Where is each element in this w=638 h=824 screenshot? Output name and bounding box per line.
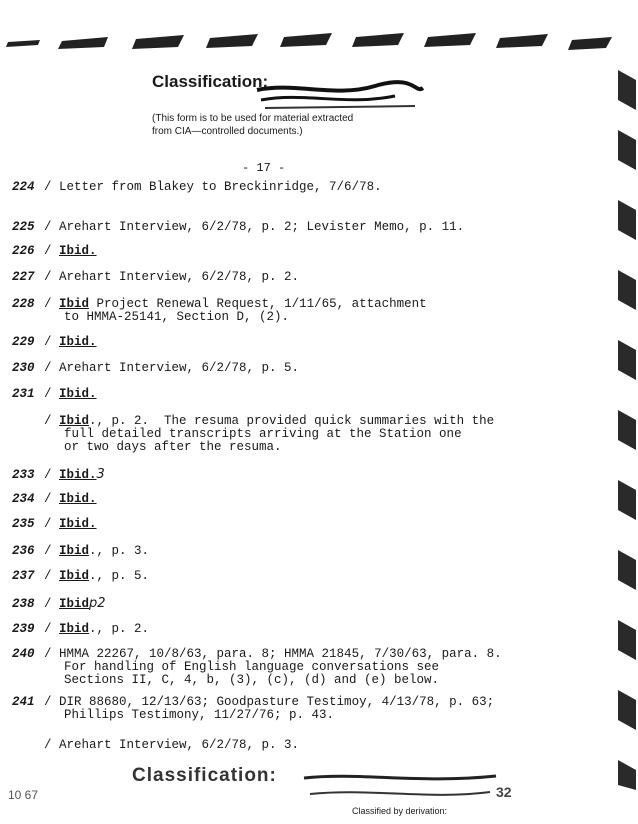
footnote-slash: / xyxy=(44,569,60,583)
footnote-ibid: Ibid. xyxy=(59,517,97,531)
footnote-continuation: full detailed transcripts arriving at the Station one xyxy=(64,427,462,441)
footnote-number: 234 xyxy=(12,492,35,506)
footnote-number: 228 xyxy=(12,297,35,311)
footnote-item xyxy=(12,597,106,611)
footnote-ibid: Ibid xyxy=(59,544,90,558)
footer-right-mark: 32 xyxy=(496,784,512,800)
footnote-slash: / xyxy=(44,220,60,234)
footnote-ibid: Ibid. xyxy=(59,492,97,506)
footnote-ibid: Ibid. xyxy=(59,387,97,401)
footnote-item xyxy=(12,623,149,636)
footnote-item xyxy=(12,415,494,454)
footnote-number: 239 xyxy=(12,622,35,636)
footnote-text: ., p. 2. xyxy=(89,622,150,636)
footnote-ibid: Ibid. xyxy=(59,335,97,349)
footnote-number: 240 xyxy=(12,647,35,661)
footnote-slash: / xyxy=(44,387,60,401)
footnote-number: 233 xyxy=(12,468,35,482)
redaction-scribble-header xyxy=(255,80,425,112)
footnote-number: 235 xyxy=(12,517,35,531)
footnote-ibid: Ibid. xyxy=(59,468,97,482)
footnote-continuation: For handling of English language conversations see xyxy=(64,660,440,674)
footnote-item xyxy=(12,570,149,583)
footnote-slash: / xyxy=(44,695,60,709)
footnote-slash: / xyxy=(44,647,60,661)
footnote-item xyxy=(12,336,97,349)
footnote-item xyxy=(12,245,97,258)
footer-left-mark: 10 67 xyxy=(8,788,39,802)
footnote-item xyxy=(12,468,105,482)
footnote-item xyxy=(12,271,299,284)
footnote-number: 231 xyxy=(12,387,35,401)
footnote-number: 227 xyxy=(12,270,35,284)
footnote-slash: / xyxy=(44,544,60,558)
footer-classification-label: Classification: xyxy=(132,765,277,786)
footnote-number: 230 xyxy=(12,361,35,375)
footnote-slash: / xyxy=(44,335,60,349)
right-edge-stripe xyxy=(610,70,638,790)
footnote-continuation: Sections II, C, 4, b, (3), (c), (d) and (e) below. xyxy=(64,673,440,687)
header-note-line1: (This form is to be used for material extracted xyxy=(152,113,354,124)
footer-classified-by: Classified by derivation: xyxy=(352,806,448,816)
footnote-number: 226 xyxy=(12,244,35,258)
footnote-item xyxy=(12,696,494,722)
footnote-item xyxy=(12,181,382,194)
footnote-slash: / xyxy=(44,414,60,428)
footnote-text: Arehart Interview, 6/2/78, p. 2. xyxy=(59,270,300,284)
footnote-continuation: to HMMA-25141, Section D, (2). xyxy=(64,310,290,324)
footnote-item xyxy=(12,648,502,687)
footnote-ibid: Ibid xyxy=(59,597,90,611)
footnote-text: ., p. 3. xyxy=(89,544,150,558)
footnote-item xyxy=(12,362,299,375)
footnote-number: 237 xyxy=(12,569,35,583)
handwritten-note: p2 xyxy=(89,596,106,611)
footnote-slash: / xyxy=(44,622,60,636)
footnote-text: Project Renewal Request, 1/11/65, attachment xyxy=(89,297,427,311)
footnote-slash: / xyxy=(44,492,60,506)
footnote-ibid: Ibid xyxy=(59,297,90,311)
footnote-text: ., p. 2. The resuma provided quick summaries with the xyxy=(89,414,495,428)
footnote-text: DIR 88680, 12/13/63; Goodpasture Testimoy, 4/13/78, p. 63; xyxy=(59,695,495,709)
footnote-item xyxy=(12,545,149,558)
footnote-slash: / xyxy=(44,738,60,752)
footnote-item xyxy=(12,739,299,752)
page-number: - 17 - xyxy=(242,161,286,175)
footnote-number: 224 xyxy=(12,180,35,194)
footnote-item xyxy=(12,493,97,506)
footnote-slash: / xyxy=(44,517,60,531)
footnote-ibid: Ibid xyxy=(59,414,90,428)
footnote-item xyxy=(12,298,427,324)
footnote-slash: / xyxy=(44,468,60,482)
footnote-text: Letter from Blakey to Breckinridge, 7/6/78. xyxy=(59,180,382,194)
footnote-slash: / xyxy=(44,270,60,284)
header-classification-label: Classification: xyxy=(152,72,269,91)
footnote-text: Arehart Interview, 6/2/78, p. 3. xyxy=(59,738,300,752)
footnote-text: HMMA 22267, 10/8/63, para. 8; HMMA 21845, 7/30/63, para. 8. xyxy=(59,647,502,661)
footnote-slash: / xyxy=(44,244,60,258)
top-dashed-border xyxy=(0,28,638,58)
footnote-continuation: or two days after the resuma. xyxy=(64,440,282,454)
redaction-scribble-footer xyxy=(300,770,500,810)
handwritten-note: 3 xyxy=(96,467,105,482)
header-note xyxy=(152,112,432,138)
footnote-slash: / xyxy=(44,297,60,311)
footnote-number: 238 xyxy=(12,597,35,611)
footnote-ibid: Ibid xyxy=(59,569,90,583)
footnote-ibid: Ibid xyxy=(59,622,90,636)
footnote-text: ., p. 5. xyxy=(89,569,150,583)
footnote-item xyxy=(12,388,97,401)
footnote-number: 241 xyxy=(12,695,35,709)
footnote-item xyxy=(12,221,464,234)
footnote-continuation: Phillips Testimony, 11/27/76; p. 43. xyxy=(64,708,335,722)
footnote-number: 225 xyxy=(12,220,35,234)
footnote-text: Arehart Interview, 6/2/78, p. 5. xyxy=(59,361,300,375)
footnote-slash: / xyxy=(44,180,60,194)
footnote-slash: / xyxy=(44,597,60,611)
footnote-slash: / xyxy=(44,361,60,375)
footnote-item xyxy=(12,518,97,531)
footnote-ibid: Ibid. xyxy=(59,244,97,258)
footnote-text: Arehart Interview, 6/2/78, p. 2; Levister Memo, p. 11. xyxy=(59,220,465,234)
header-note-line2: from CIA—controlled documents.) xyxy=(152,126,303,137)
footnote-number: 236 xyxy=(12,544,35,558)
footnote-number: 229 xyxy=(12,335,35,349)
